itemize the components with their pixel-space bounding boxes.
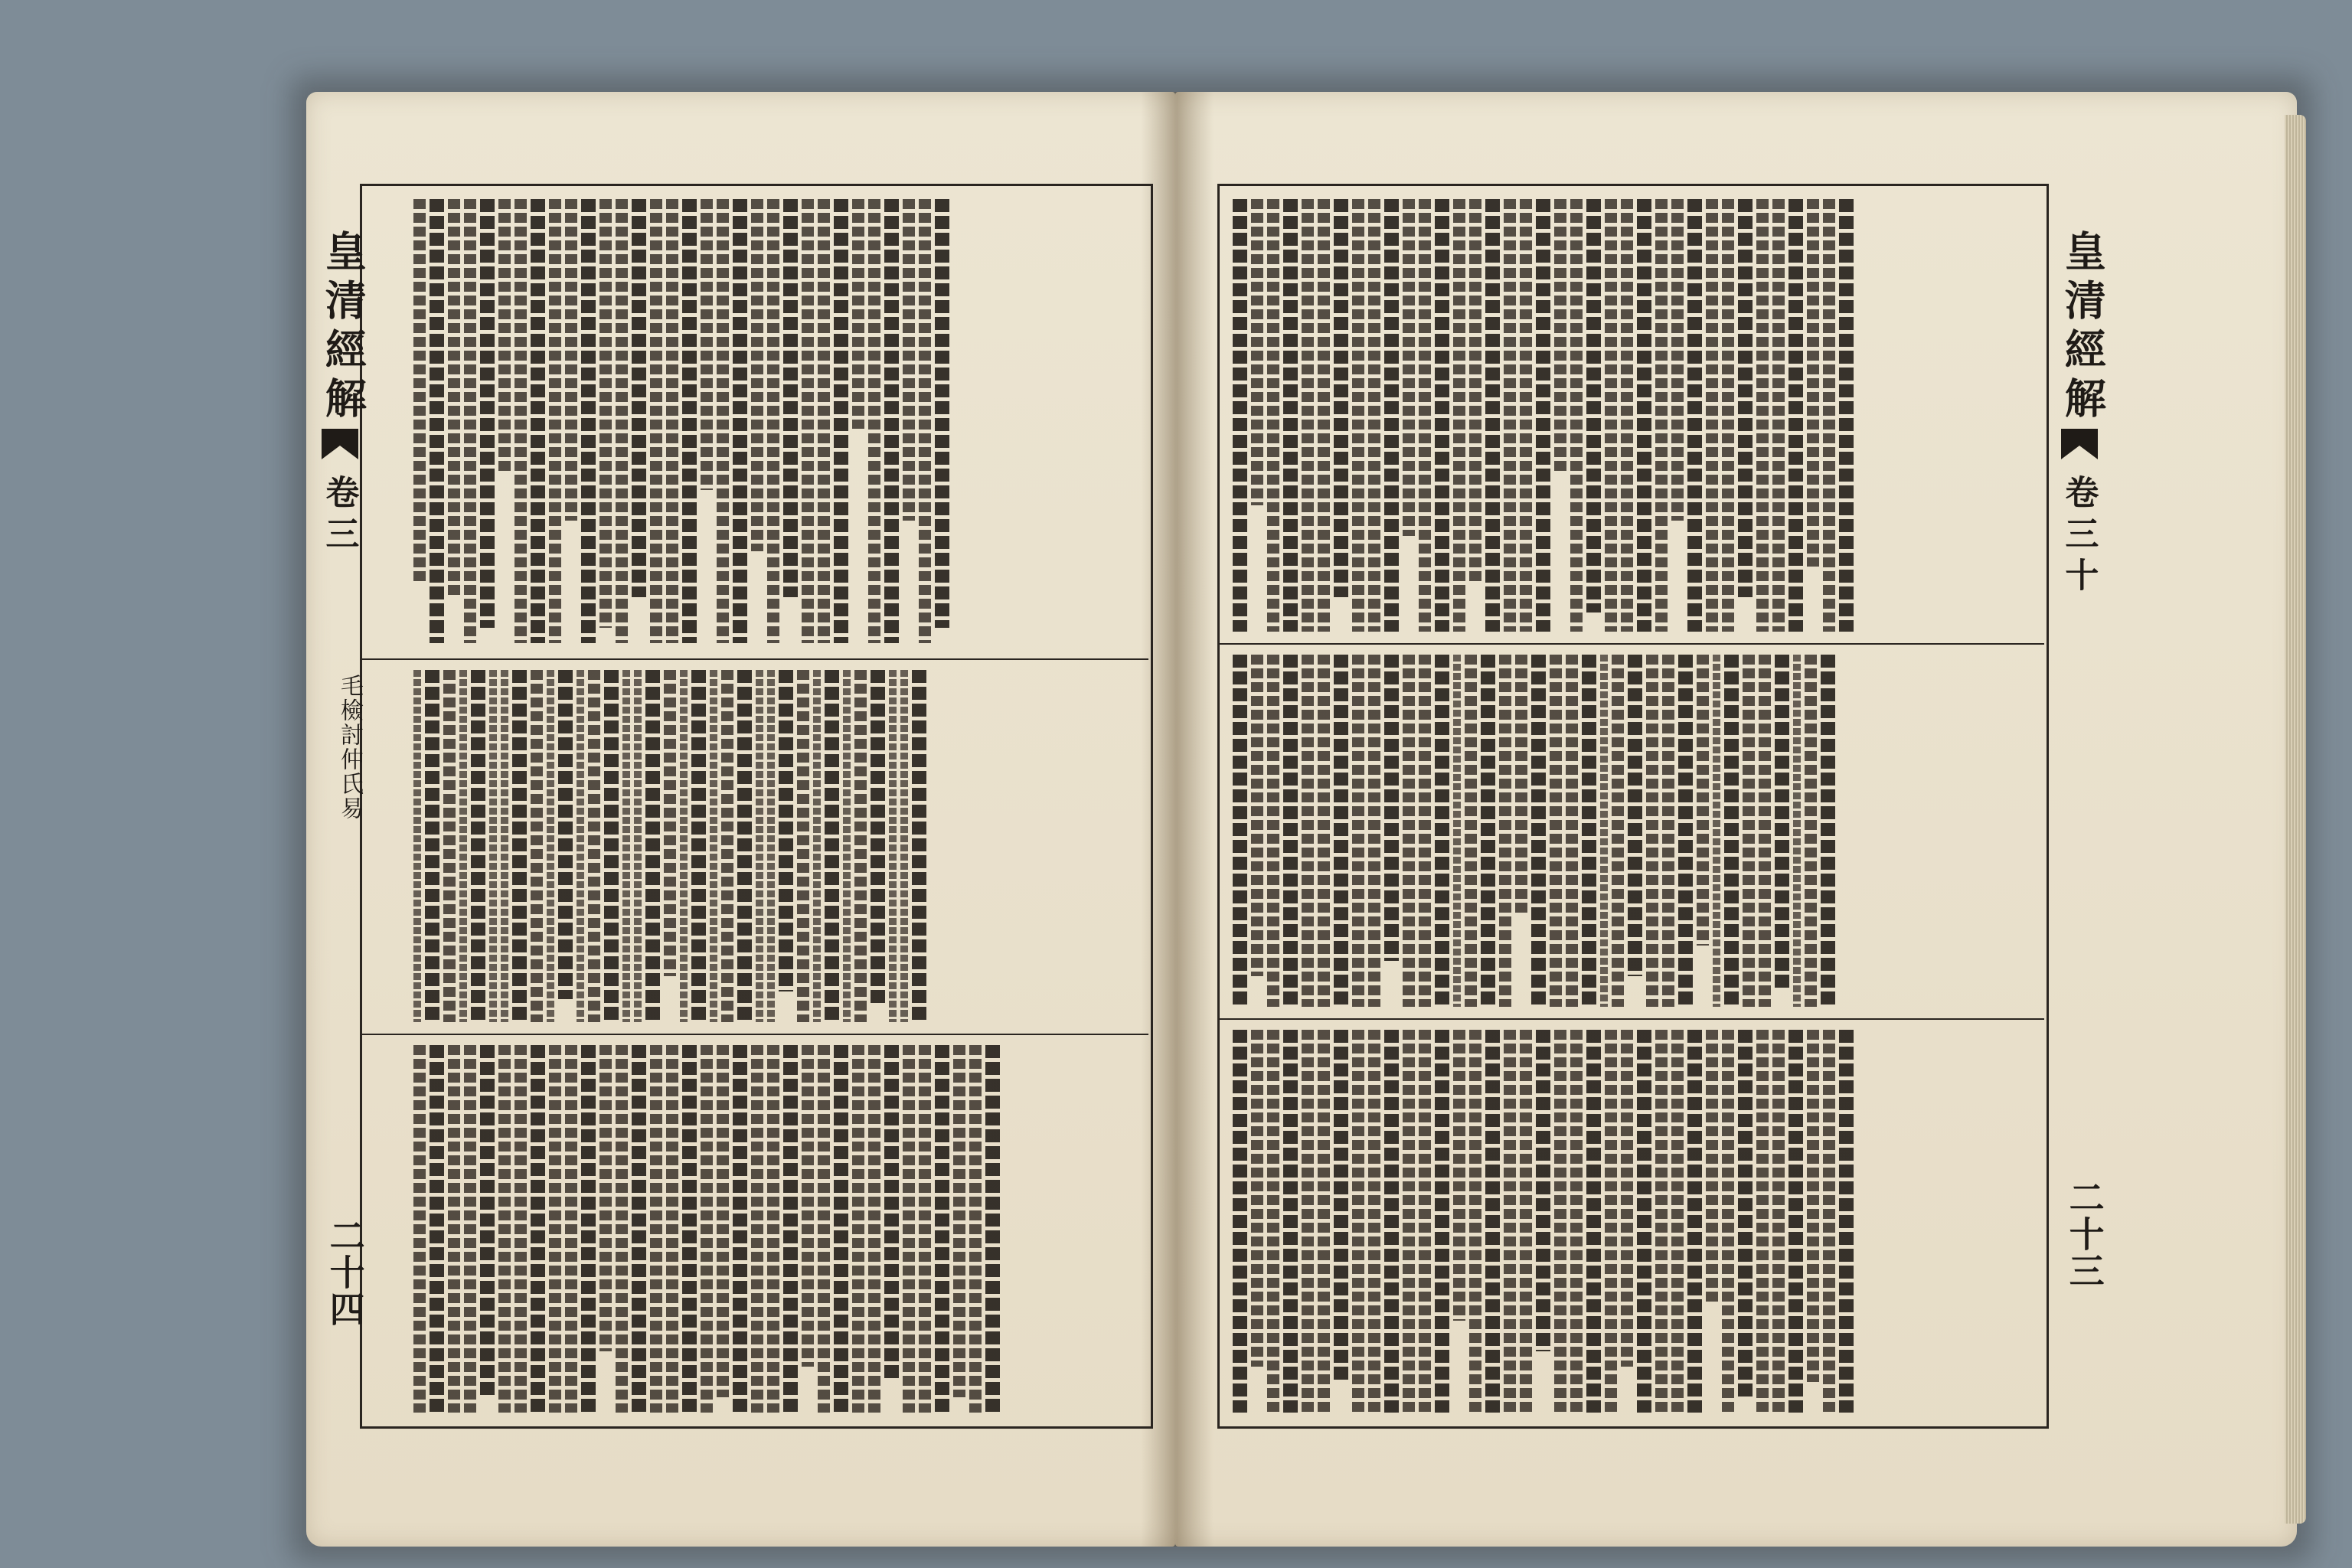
left-lower-text-block [413,1045,1000,1413]
right-volume-label: 卷三十 [2059,475,2099,599]
right-leaf-number: 二十三 [2063,1179,2105,1289]
right-register-rule-2 [1217,1018,2044,1020]
left-register-rule-2 [360,1034,1148,1035]
left-register-rule-1 [360,658,1148,660]
right-upper-text-block [1233,199,1854,632]
right-middle-text-block [1233,655,1835,1007]
left-middle-text-block [413,670,926,1022]
page-edges [2285,115,2306,1524]
left-volume-label: 卷三 [319,475,359,557]
right-register-rule-1 [1217,643,2044,645]
left-spine-title: 皇清經解 [318,230,368,426]
left-upper-text-block [413,199,949,643]
left-leaf-number: 二十四 [324,1217,366,1328]
right-lower-text-block [1233,1030,1854,1413]
left-author-line: 毛檢討仲氏易 [336,674,363,821]
right-spine-title: 皇清經解 [2058,230,2108,426]
